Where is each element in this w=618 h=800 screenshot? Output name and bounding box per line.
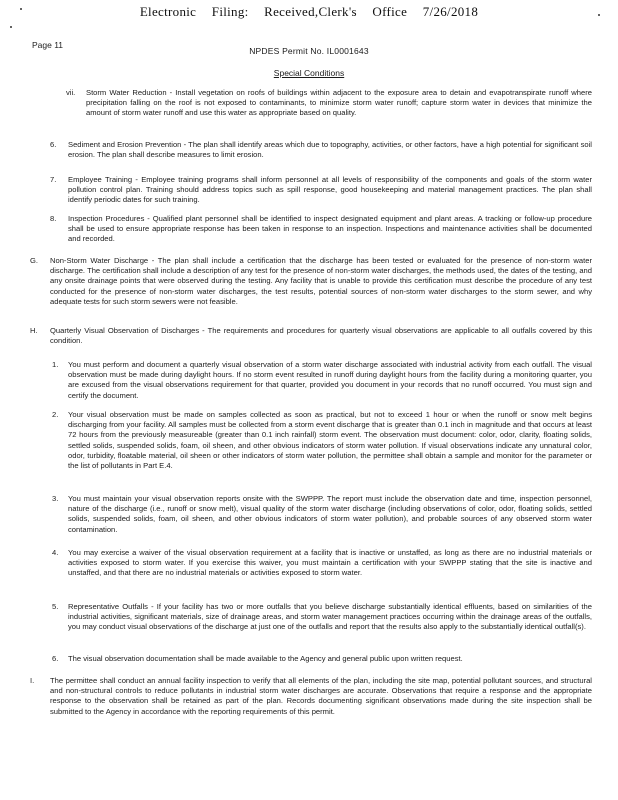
filing-banner: [0, 4, 618, 20]
item-marker: I.: [30, 676, 35, 685]
item-marker: H.: [30, 326, 38, 335]
item-marker: 6.: [52, 654, 59, 663]
item-paragraph: You must maintain your visual observation reports onsite with the SWPPP. The report must include the observation date and time, inspection personnel, nature of the discharge (i.e., runoff or snow melt), visual quality of the storm water discharge (including observations of color, odor, floating solids, settled solids, suspended solids, foam, oil sheen, and other obvious indicators of storm water pollution), and probable sources of any observed storm water contamination.: [68, 494, 592, 534]
banner-filing: Filing:: [211, 4, 249, 19]
item-marker: 6.: [50, 140, 57, 149]
item-paragraph: Non-Storm Water Discharge - The plan shall include a certification that the discharge has been tested or evaluated for the presence of non-storm water discharge. The certification shall include a description of any test for the presence of non-storm water discharges, the methods used, the dates of the testing, and any onsite drainage points that were observed during the testing. Any facility that is unable to provide this certification must describe the procedure of any test conducted for the presence of non-storm water discharges, the test results, potential sources of non-storm water discharges to the storm sewer, and why adequate tests for such storm sewers were not feasible.: [50, 256, 592, 306]
permit-number: NPDES Permit No. IL0001643: [249, 46, 369, 56]
item-paragraph: Your visual observation must be made on samples collected as soon as practical, but not to exceed 1 hour or when the runoff or snow melt begins discharging from your facility. All samples must be collected from a storm event discharge that is greater than 0.1 inch in magnitude and that occurs at least 72 hours from the previously measureable (greater than 0.1 inch rainfall) storm event. The observation must document: color, odor, clarity, floating solids, settled solids, suspended solids, foam, oil sheen, and other obvious indicators of storm water pollution. If visual observations indicate any unnatural color, odor, turbidity, floatable material, oil sheen or other indicators of storm water pollution, the permittee shall obtain a sample and monitor for the parameter or the list of pollutants in Part E.4.: [68, 410, 592, 471]
item-marker: 7.: [50, 175, 57, 184]
section-title: Special Conditions: [273, 68, 345, 78]
item-marker: 5.: [52, 602, 59, 611]
banner-received: Received,Clerk's: [264, 4, 357, 19]
page-number: Page 11: [32, 40, 64, 50]
item-paragraph: Sediment and Erosion Prevention - The plan shall identify areas which due to topography, activities, or other factors, have a high potential for significant soil erosion. The plan shall describe measures to limit erosion.: [68, 140, 592, 160]
item-marker: vii.: [66, 88, 76, 97]
item-paragraph: Employee Training - Employee training programs shall inform personnel at all levels of responsibility of the components and goals of the storm water pollution control plan. Training should address topics such as spill response, good housekeeping and material management practices. The plan shall identify periodic dates for such training.: [68, 175, 592, 205]
item-paragraph: Quarterly Visual Observation of Discharges - The requirements and procedures for quarterly visual observations are applicable to all outfalls covered by this condition.: [50, 326, 592, 346]
item-marker: 1.: [52, 360, 59, 369]
scan-speck: [598, 14, 600, 16]
item-marker: 3.: [52, 494, 59, 503]
item-paragraph: Representative Outfalls - If your facility has two or more outfalls that you believe discharge substantially identical effluents, based on similarities of the industrial activities, significant materials, size of drainage areas, and storm water management practices occurring within the drainage areas of the outfalls, you may conduct visual observations of the discharge at just one of the outfalls and report that the results also apply to the substantially identical outfall(s).: [68, 602, 592, 632]
item-paragraph: Storm Water Reduction - Install vegetation on roofs of buildings within adjacent to the exposure area to detain and evapotranspirate runoff where precipitation falling on the roof is not exposed to contaminants, to minimize storm water runoff; capture storm water in devices that minimize the amount of storm water runoff and use this water as appropriate based on quality.: [86, 88, 592, 118]
item-marker: 2.: [52, 410, 59, 419]
item-paragraph: Inspection Procedures - Qualified plant personnel shall be identified to inspect designated equipment and plant areas. A tracking or follow-up procedure shall be used to ensure appropriate response has been taken in response to an inspection. Inspections and maintenance activities shall be documented and recorded.: [68, 214, 592, 244]
scan-speck: [10, 26, 12, 28]
banner-date: 7/26/2018: [422, 4, 479, 19]
item-marker: 4.: [52, 548, 59, 557]
item-marker: 8.: [50, 214, 57, 223]
item-paragraph: The visual observation documentation shall be made available to the Agency and general public upon written request.: [68, 654, 463, 663]
item-paragraph: You must perform and document a quarterly visual observation of a storm water discharge associated with industrial activity from each outfall. The visual observation must be made during daylight hours. If no storm event resulted in runoff during daylight hours from the facility during a monitoring quarter, you are excused from the visual observations requirement for that quarter, provided you document in your records that no runoff occurred. You must sign and certify the document.: [68, 360, 592, 400]
banner-electronic: Electronic: [139, 4, 197, 19]
banner-office: Office: [372, 4, 408, 19]
scan-speck: [20, 8, 22, 10]
item-paragraph: The permittee shall conduct an annual facility inspection to verify that all elements of the plan, including the site map, potential pollutant sources, and structural and non-structural controls to reduce pollutants in industrial storm water discharges are accurate. Observations that require a response and the appropriate response to the observation shall be retained as part of the plan. Records documenting significant observations made during the site inspection shall be submitted to the Agency in accordance with the reporting requirements of this permit.: [50, 676, 592, 716]
item-paragraph: You may exercise a waiver of the visual observation requirement at a facility that is inactive or unstaffed, as long as there are no industrial materials or activities exposed to storm water. If you exercise this waiver, you must maintain a certification with your SWPPP stating that the site is inactive and unstaffed, and that there are no industrial materials or activities exposed to storm water.: [68, 548, 592, 578]
item-marker: G.: [30, 256, 39, 265]
